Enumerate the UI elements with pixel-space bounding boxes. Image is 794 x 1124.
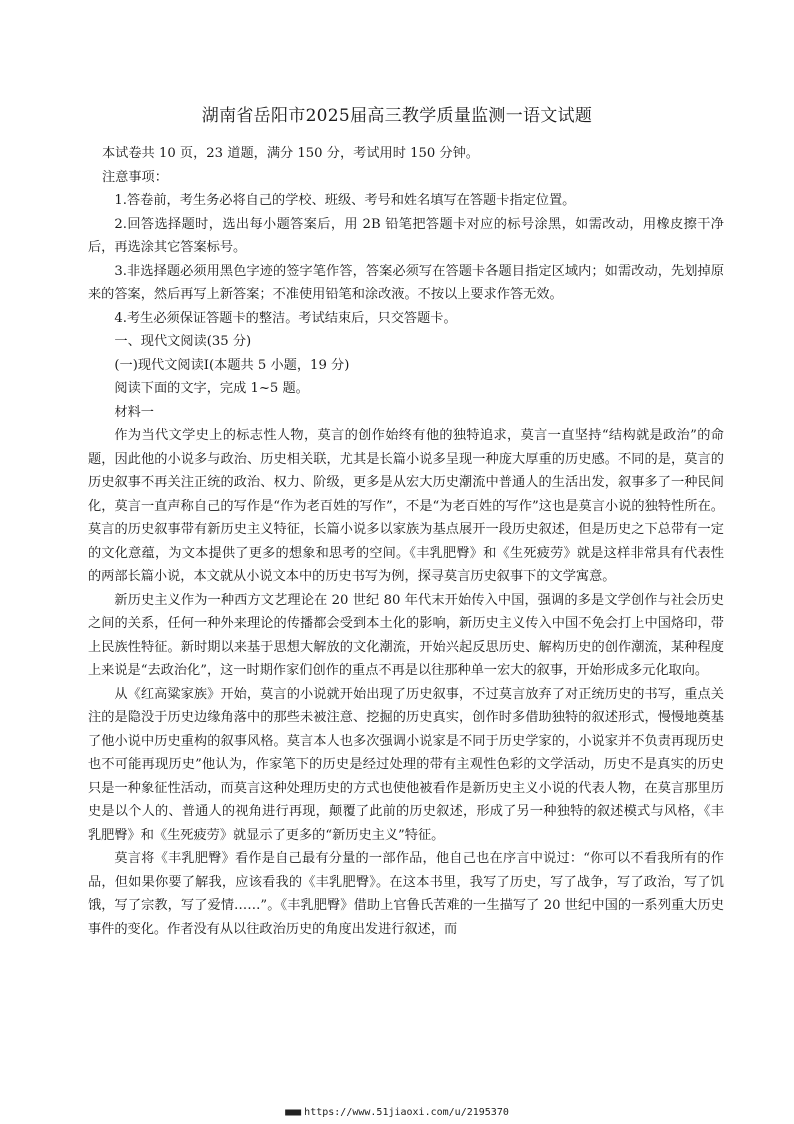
exam-title: 湖南省岳阳市2025届高三教学质量监测一语文试题: [201, 106, 593, 126]
note-item: 2.回答选择题时，选出每小题答案后，用 2B 铅笔把答题卡对应的标号涂黑，如需改动，用橡皮擦干净后，再选涂其它答案标号。: [88, 216, 724, 255]
subsection-heading: (一)现代文阅读Ⅰ(本题共 5 小题，19 分): [114, 357, 350, 373]
passage-paragraph: 莫言将《丰乳肥臀》看作是自己最有分量的一部作品，他自己也在序言中说过：“你可以不看我所有的作品，但如果你要了解我，应该看我的《丰乳肥臀》。在这本书里，我写了历史，写了战争，写了政治，写了饥饿，写了宗教，写了爱情……”。《丰乳肥臀》借助上官鲁氏苦难的一生描写了 20 世纪中国的一系列重大历史事件的变化。作者没有从以往政治历史的角度出发进行叙述，而: [88, 851, 724, 937]
footer-link[interactable]: https://www.51jiaoxi.com/u/2195370: [304, 1107, 509, 1118]
passage-paragraph: 作为当代文学史上的标志性人物，莫言的创作始终有他的独特追求，莫言一直坚持“结构就是政治”的命题，因此他的小说多与政治、历史相关联，尤其是长篇小说多呈现一种庞大厚重的历史感。不同的是，莫言的历史叙事不再关注正统的政治、权力、阶级，更多是从宏大历史潮流中普通人的生活出发，叙事多了一种民间化，莫言一直声称自己的写作是“作为老百姓的写作”，不是“为老百姓的写作”这也是莫言小说的独特性所在。莫言的历史叙事带有新历史主义特征，长篇小说多以家族为基点展开一段历史叙述，但是历史之下总带有一定的文化意蕴，为文本提供了更多的想象和思考的空间。《丰乳肥臀》和《生死疲劳》就是这样非常具有代表性的两部长篇小说，本文就从小说文本中的历史书写为例，探寻莫言历史叙事下的文学寓意。: [88, 428, 724, 584]
passage-paragraph: 从《红高粱家族》开始，莫言的小说就开始出现了历史叙事，不过莫言放弃了对正统历史的书写，重点关注的是隐没于历史边缘角落中的那些未被注意、挖掘的历史真实，创作时多借助独特的叙述形式，慢慢地奠基了他小说中历史重构的叙事风格。莫言本人也多次强调小说家是不同于历史学家的，小说家并不负责再现历史也不可能再现历史”他认为，作家笔下的历史是经过处理的带有主观性色彩的文学活动，历史不是真实的历史只是一种象征性活动，而莫言这种处理历史的方式也使他被看作是新历史主义小说的代表人物，在莫言那里历史是以个人的、普通人的视角进行再现，颠覆了此前的历史叙述，形成了另一种独特的叙述模式与风格，《丰乳肥臀》和《生死疲劳》就显示了更多的“新历史主义”特征。: [88, 686, 724, 843]
page-footer: [0, 1106, 794, 1120]
notes-heading: 注意事项：: [102, 169, 168, 185]
exam-body: [88, 142, 724, 941]
exam-intro: 本试卷共 10 页，23 道题，满分 150 分，考试用时 150 分钟。: [102, 146, 479, 161]
note-item: 1.答卷前，考生务必将自己的学校、班级、考号和姓名填写在答题卡指定位置。: [114, 193, 576, 208]
material-label: 材料一: [114, 404, 154, 420]
note-item: 3.非选择题必须用黑色字迹的签字笔作答，答案必须写在答题卡各题目指定区域内；如需改动，先划掉原来的答案，然后再写上新答案；不准使用铅笔和涂改液。不按以上要求作答无效。: [88, 263, 724, 302]
footer-logo-mark: ■■■: [285, 1107, 301, 1118]
notes-list: [88, 189, 724, 330]
section-heading: 一、现代文阅读(35 分): [114, 334, 252, 349]
note-item: 4.考生必须保证答题卡的整洁。考试结束后，只交答题卡。: [114, 310, 457, 326]
passage-paragraph: 新历史主义作为一种西方文艺理论在 20 世纪 80 年代末开始传入中国，强调的多是文学创作与社会历史之间的关系，任何一种外来理论的传播都会受到本土化的影响，新历史主义传入中国不免会打上中国烙印，带上民族性特征。新时期以来基于思想大解放的文化潮流，开始兴起反思历史、解构历史的创作潮流，某种程度上来说是“去政治化”，这一时期作家们创作的重点不再是以往那种单一宏大的叙事，开始形成多元化取向。: [88, 592, 724, 678]
reading-instruction: 阅读下面的文字，完成 1~5 题。: [114, 381, 309, 396]
